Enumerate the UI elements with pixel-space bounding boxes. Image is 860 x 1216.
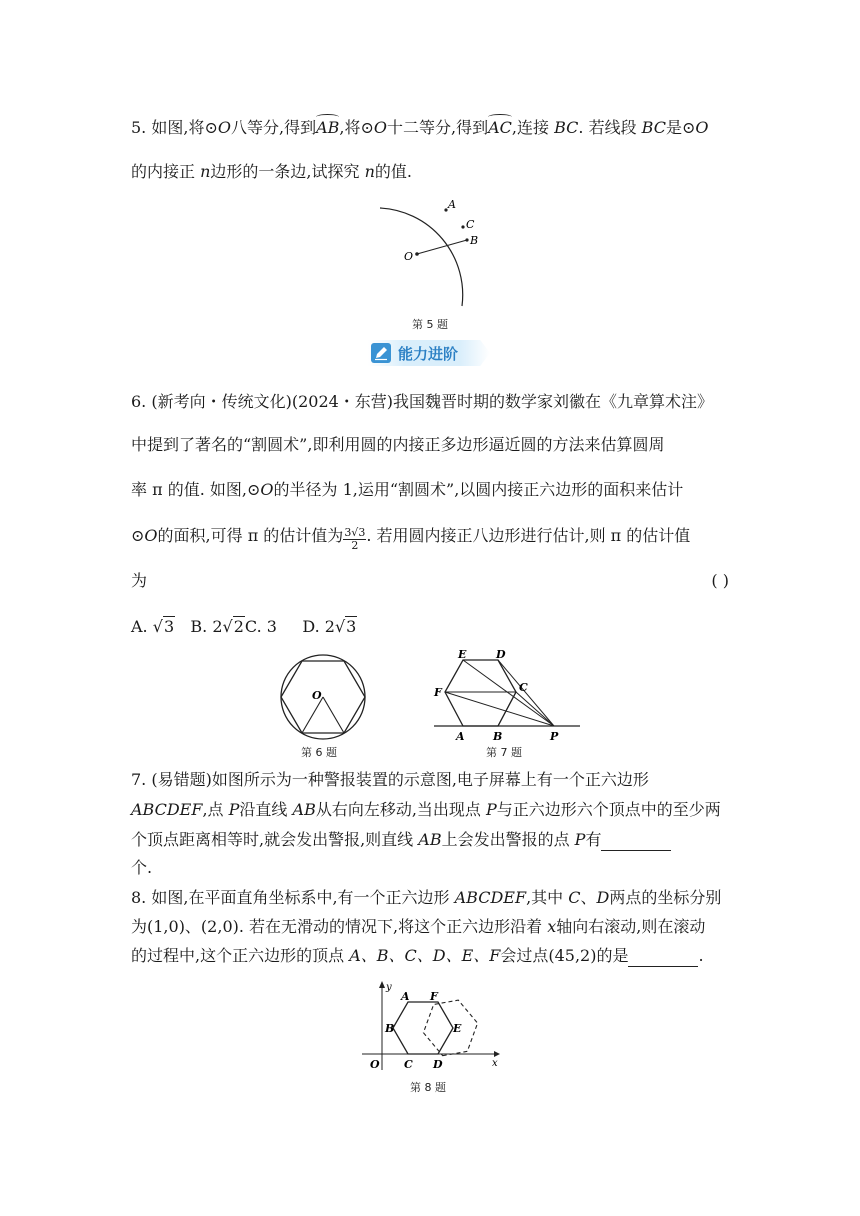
q5-point-o [415,252,419,256]
q5-point-b [465,238,468,241]
q5-var: O [695,118,709,137]
q8-line-1 [131,887,721,909]
q8-text: 、 [580,888,597,907]
q7-text: 从右向左移动,当出现点 [315,800,487,819]
q5-text: 的值. [374,162,412,181]
option-a-label: A. [131,617,148,636]
q7-figure [430,648,582,744]
q6-text: 的半径为 1,运用“割圆术”,以圆内接正六边形的面积来估计 [273,480,684,499]
q7-text: 上会发出警报的点 [441,830,575,849]
q6-line-4 [131,525,690,552]
q7-label-a: A [456,730,465,743]
q5-text: 5. 如图,将⊙ [131,118,218,137]
q7-line-1: 7. (易错题)如图所示为一种警报装置的示意图,电子屏幕上有一个正六边形 [131,770,649,789]
q5-line-1 [131,117,709,139]
q7-text: 个顶点距离相等时,就会发出警报,则直线 [131,830,419,849]
q7-seg-ep [463,660,554,726]
q6-caption: 第 6 题 [301,746,337,759]
q8-rolled-hexagon [419,998,482,1059]
q8-text: 8. 如图,在平面直角坐标系中,有一个正六边形 [131,888,455,907]
q8-text: 为(1,0)、(2,0). 若在无滑动的情况下,将这个正六边形沿着 [131,917,548,936]
option-a: √3 [152,617,175,636]
q8-label-e: E [453,1022,462,1035]
q8-text: . [698,946,704,965]
q6-line-2: 中提到了著名的“割圆术”,即利用圆的内接正多边形逼近圆的方法来估算圆周 [131,435,665,454]
pencil-icon [371,343,391,363]
radicand: 3 [346,617,357,636]
option-d: √3 [334,617,357,636]
q8-caption: 第 8 题 [410,1081,446,1094]
q8-var: A、B、C、D、E、F [349,946,501,965]
q8-label-b: B [385,1022,395,1035]
q5-var: BC [641,118,666,137]
q7-line-3 [131,829,671,851]
q7-answer-blank[interactable] [601,834,671,851]
radicand: 2 [233,617,244,636]
q8-var: D [596,888,610,907]
q5-text: 的内接正 [131,162,201,181]
q5-arc-ab: AB [316,118,340,137]
q7-seg-fp [445,692,554,726]
q5-caption: 第 5 题 [412,318,448,331]
q5-label-o: O [404,250,414,263]
q7-text: 沿直线 [239,800,293,819]
option-d-label: D. 2 [302,617,335,636]
q8-line-2 [131,916,705,938]
option-b-label: B. 2 [190,617,223,636]
q8-label-y: y [386,982,392,993]
q5-arc-ac: AC [488,118,512,137]
q5-text: ,连接 [511,118,555,137]
q7-label-e: E [458,648,467,661]
q8-var: C [568,888,581,907]
q6-line-3 [131,479,683,501]
q7-label-f: F [434,686,442,699]
q6-figure [278,652,368,742]
q8-label-a: A [401,990,410,1003]
q5-text: ,将⊙ [339,118,374,137]
q5-text: 十二等分,得到 [387,118,489,137]
q8-label-x: x [492,1058,498,1069]
q5-text: 八等分,得到 [230,118,317,137]
q8-text: 两点的坐标分别 [609,888,722,907]
q7-var: AB [418,830,442,849]
q8-line-3 [131,945,704,967]
q5-figure [380,196,490,310]
q5-text: 是⊙ [665,118,696,137]
q6-text: 率 π 的值. 如图,⊙ [131,480,261,499]
q7-label-p: P [550,730,559,743]
q8-text: 会过点(45,2)的是 [500,946,629,965]
q7-var: P [574,830,586,849]
q7-line-4: 个. [131,858,153,877]
radicand: 3 [163,617,175,636]
q5-text: . 若线段 [578,118,642,137]
q6-line-5 [131,570,729,592]
q6-radius-1 [302,697,323,733]
q7-seg-cp [516,692,554,726]
option-c: C. 3 [244,617,277,636]
q5-var: O [217,118,231,137]
q7-var: AB [292,800,316,819]
q5-label-a: A [448,198,456,211]
banner-title: 能力进阶 [398,345,459,363]
q6-var: O [260,480,274,499]
q6-line-1: 6. (新考向・传统文化)(2024・东营)我国魏晋时期的数学家刘徽在《九章算术注》 [131,392,714,411]
q7-var: ABCDEF [131,800,203,819]
q8-x-arrow [494,1051,500,1057]
q5-var: n [364,162,375,181]
q8-text: ,其中 [526,888,569,907]
q7-var: P [228,800,240,819]
q8-text: 轴向右滚动,则在滚动 [556,917,706,936]
q6-text: ⊙ [131,526,145,545]
q7-caption: 第 7 题 [486,746,522,759]
q5-label-c: C [466,218,475,231]
q8-text: 的过程中,这个正六边形的顶点 [131,946,350,965]
q8-label-d: D [433,1058,443,1071]
q8-var: x [547,917,557,936]
q6-text: 的面积,可得 π 的估计值为 [157,526,344,545]
q5-label-b: B [470,234,479,247]
q8-var: ABCDEF [454,888,527,907]
q8-hexagon [393,1002,453,1054]
q7-line-2 [131,799,721,821]
q6-var: O [144,526,158,545]
q5-segment-ob [417,240,467,254]
q8-label-c: C [404,1058,413,1071]
q7-text: 有 [585,830,602,849]
option-b: √2 [222,617,244,636]
q6-fraction [343,527,366,552]
q8-figure [360,978,506,1074]
q6-frac-numerator: 3√3 [344,526,366,539]
q8-label-o: O [370,1058,380,1071]
q6-text: . 若用圆内接正八边形进行估计,则 π 的估计值 [366,526,691,545]
q5-point-c [461,225,464,228]
q5-var: O [373,118,388,137]
q7-hexagon [445,660,516,726]
q8-y-arrow [379,981,385,988]
q7-text: 与正六边形六个顶点中的至少两 [496,800,721,819]
ability-banner [368,340,490,366]
q5-var: BC [554,118,579,137]
q5-var: n [200,162,211,181]
q7-var: P [486,800,497,819]
q7-label-b: B [493,730,503,743]
q7-label-c: C [519,681,528,694]
q8-label-f: F [430,990,438,1003]
answer-paren: ( ) [711,571,729,590]
q7-label-d: D [496,648,506,661]
q6-text: 为 [131,571,148,590]
q5-arc [380,208,463,306]
q8-answer-blank[interactable] [628,950,698,967]
q5-line-2 [131,161,412,183]
q6-frac-denominator: 2 [351,539,359,552]
q6-label-o: O [312,689,322,702]
q5-text: 边形的一条边,试探究 [210,162,365,181]
q6-radius-2 [323,697,344,733]
q7-text: ,点 [202,800,229,819]
q6-options [131,616,357,638]
